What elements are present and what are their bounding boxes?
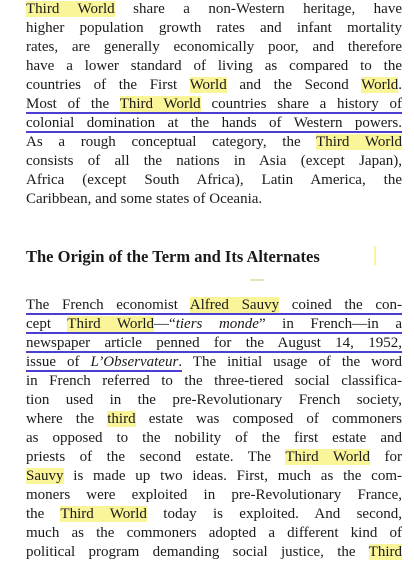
underlined-text: cept Third World—“tiers monde” in French—in a — [26, 316, 402, 332]
highlighted-text: Sauvy — [26, 468, 64, 484]
highlighted-text: Third World — [316, 134, 402, 150]
underlined-text: colonial domination at the hands of Western powers. — [26, 115, 402, 131]
highlighted-text: Third World — [26, 1, 115, 17]
highlight-mark — [250, 279, 264, 281]
text-line — [26, 315, 402, 334]
underlined-text: Most of the Third World countries share a history of — [26, 96, 402, 112]
text-line: consists of all the nations in Asia (except Japan), — [26, 153, 402, 169]
text-line: where the third estate was composed of commoners — [26, 411, 402, 427]
text-line: countries of the First World and the Second World. — [26, 77, 403, 93]
highlighted-text: third — [107, 411, 136, 427]
text-line: tion used in the pre-Revolutionary French society, — [26, 392, 402, 408]
paragraph-origin-of-term — [26, 296, 402, 562]
underlined-text: issue of L’Observateur. — [26, 354, 183, 370]
text-line: Third World share a non-Western heritage, have — [26, 1, 402, 17]
highlighted-text: Third World — [60, 506, 147, 522]
text-line: Africa (except South Africa), Latin America, the — [26, 172, 402, 188]
highlighted-text: Third World — [67, 316, 155, 332]
highlighted-text: World — [189, 77, 227, 93]
text-line: in French referred to the three-tiered social classifica- — [26, 373, 402, 389]
text-line: moners were exploited in pre-Revolutionary France, — [26, 487, 402, 503]
underlined-text: newspaper article penned for the August 14, 1952, — [26, 335, 402, 351]
text-line — [26, 95, 402, 114]
highlighted-text: Third World — [119, 96, 201, 112]
text-line: priests of the second estate. The Third World for — [26, 449, 402, 465]
highlighted-text: Third World — [285, 449, 370, 465]
text-line — [26, 296, 402, 315]
text-line: much as the commoners adopted a different kind of — [26, 525, 402, 541]
text-line: political program demanding social justice, the Third — [26, 544, 402, 560]
text-line: issue of L’Observateur. The initial usage of the word — [26, 354, 402, 370]
text-line: rates, are generally economically poor, and therefore — [26, 39, 402, 55]
highlighted-text: Alfred Sauvy — [189, 297, 280, 313]
highlight-mark — [374, 246, 376, 265]
paragraph-third-world-definition — [26, 0, 402, 209]
text-line: Caribbean, and some states of Oceania. — [26, 191, 263, 207]
underlined-text: The French economist Alfred Sauvy coined the con- — [26, 297, 402, 313]
text-line: the Third World today is exploited. And second, — [26, 506, 402, 522]
section-heading: The Origin of the Term and Its Alternates — [26, 247, 320, 266]
text-line: As a rough conceptual category, the Third World — [26, 134, 402, 150]
text-line — [26, 114, 402, 133]
text-line — [26, 334, 402, 353]
highlighted-text: World — [361, 77, 399, 93]
text-line: have a lower standard of living as compared to the — [26, 58, 402, 74]
text-line: Sauvy is made up two ideas. First, much as the com- — [26, 468, 402, 484]
highlighted-text: Third — [368, 544, 402, 560]
text-line: as opposed to the nobility of the first estate and — [26, 430, 402, 446]
text-line: higher population growth rates and infant mortality — [26, 20, 402, 36]
